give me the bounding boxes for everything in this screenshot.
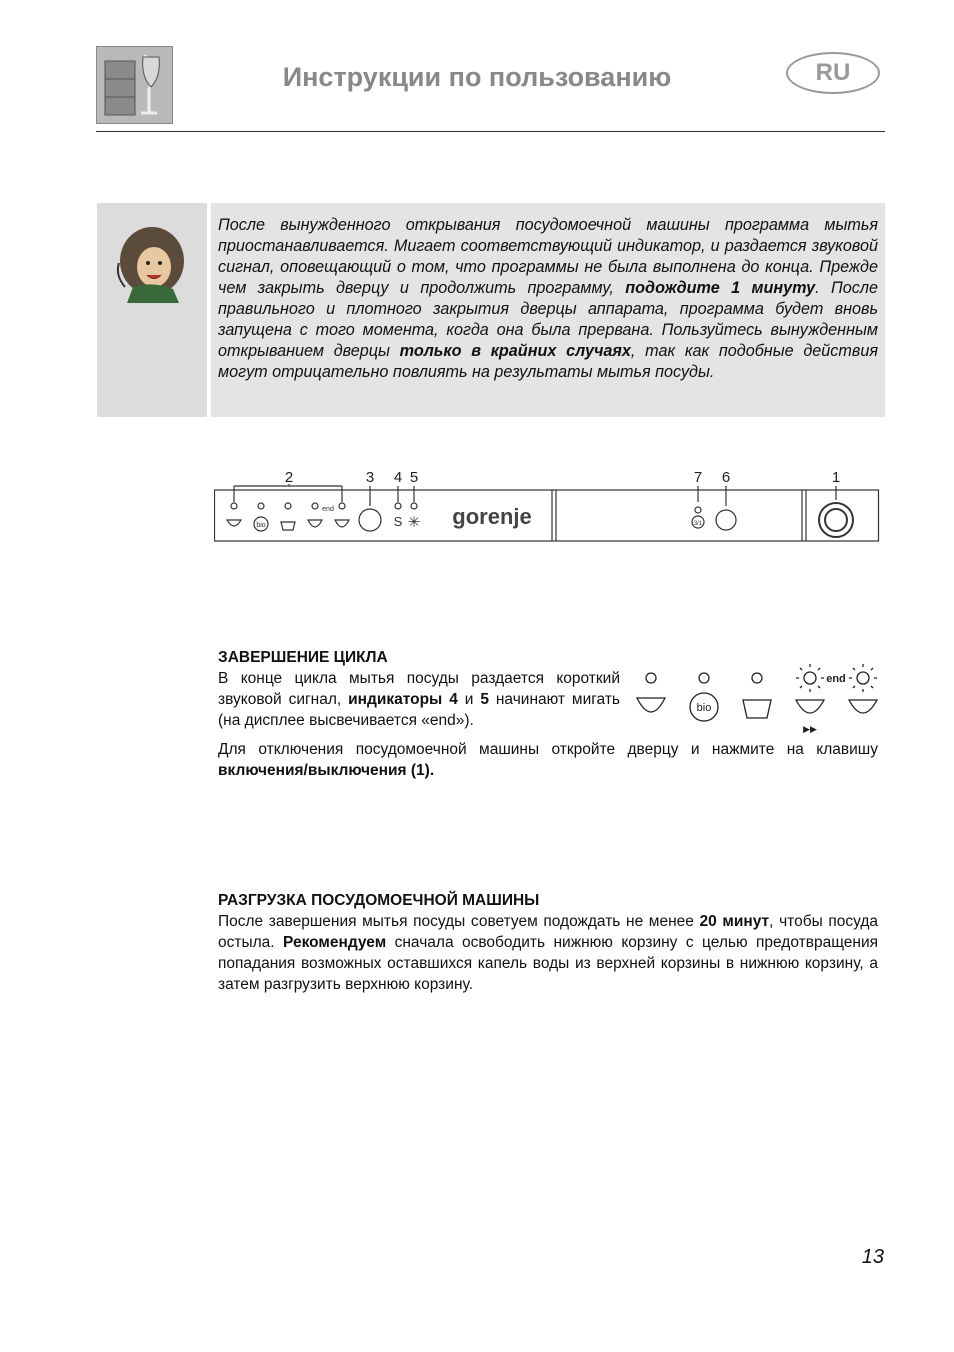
- note-bold-1: подождите 1 минуту: [625, 279, 816, 297]
- end-indicators-illustration: [632, 664, 884, 738]
- cycle-end-bold-1: индикаторы 4: [348, 691, 458, 708]
- cycle-end-text-1: В конце цикла мытья посуды раздается короткий звуковой сигнал,: [218, 670, 620, 708]
- brand-logo: gorenje: [452, 504, 532, 529]
- rinse-aid-indicator-icon: ✳: [407, 514, 421, 531]
- panel-label-5: 5: [409, 469, 419, 486]
- note-bold-2: только в крайних случаях: [399, 342, 631, 360]
- note-text-2: . После правильного и плотного закрытия дверцы аппарата, программа будет вновь запущена с того момента, когда она была прервана. Пользуйтесь вынужденным открыванием дверцы: [218, 279, 878, 360]
- cycle-end-text-3: начинают мигать (на дисплее высвечивается «end»).: [218, 691, 620, 729]
- panel-bio-label: bio: [256, 522, 266, 529]
- woman-character-icon: [97, 203, 207, 417]
- page-title: Инструкции по пользованию: [282, 62, 672, 92]
- unloading-text-1: После завершения мытья посуды советуем подождать не менее: [218, 913, 700, 930]
- language-badge: RU: [786, 52, 880, 94]
- unloading-bold-1: 20 минут: [699, 913, 770, 930]
- unloading-paragraph: [218, 911, 878, 995]
- panel-label-7: 7: [693, 469, 703, 486]
- cycle-end-bold-2: 5: [480, 691, 489, 708]
- note-text-1: После вынужденного открывания посудомоечной машины программа мытья приостанавливается. Мигает соответствующий индикатор, и раздается звуковой сигнал, оповещающий о том, что программы не была выполнена до конца. Прежде чем закрыть дверцу и продолжить программу,: [218, 216, 878, 297]
- salt-indicator-icon: S: [393, 514, 403, 529]
- unloading-text-3: сначала освободить нижнюю корзину с целью предотвращения попадания возможных оставшихся капель воды из верхней корзины в нижнюю корзину, а затем разгрузить верхнюю корзину.: [218, 934, 879, 993]
- cycle-end-title: ЗАВЕРШЕНИЕ ЦИКЛА: [218, 649, 388, 666]
- panel-label-1: 1: [831, 469, 841, 486]
- panel-label-3: 3: [365, 469, 375, 486]
- illustration-end-label: end: [826, 673, 846, 685]
- note-paragraph: [218, 215, 878, 383]
- unloading-text-2: , чтобы посуда остыла.: [218, 913, 878, 951]
- panel-end-label: end: [322, 506, 334, 513]
- page-number: 13: [861, 1246, 884, 1268]
- unloading-title: РАЗГРУЗКА ПОСУДОМОЕЧНОЙ МАШИНЫ: [218, 892, 540, 909]
- panel-timer-label: 3/1: [693, 521, 703, 527]
- header-divider: [96, 131, 885, 132]
- panel-label-6: 6: [721, 469, 731, 486]
- cycle-end-text-4: Для отключения посудомоечной машины откройте дверцу и нажмите на клавишу: [218, 741, 878, 758]
- panel-label-4: 4: [393, 469, 403, 486]
- unloading-section: [218, 890, 878, 995]
- cycle-end-paragraph-1: [218, 668, 620, 731]
- cycle-end-text-2: и: [457, 691, 481, 708]
- cycle-end-paragraph-2: [218, 739, 878, 781]
- cycle-end-bold-3: включения/выключения (1).: [218, 762, 435, 779]
- illustration-bio-label: bio: [696, 702, 712, 714]
- illustration-arrows-icon: ▶▶: [803, 724, 817, 734]
- note-text-3: , так как подобные действия могут отрицательно повлиять на результаты мытья посуды.: [218, 342, 878, 381]
- panel-label-2: 2: [284, 469, 294, 486]
- unloading-bold-2: Рекомендуем: [283, 934, 387, 951]
- control-panel-diagram: [214, 462, 884, 546]
- note-illustration-panel: [97, 203, 207, 417]
